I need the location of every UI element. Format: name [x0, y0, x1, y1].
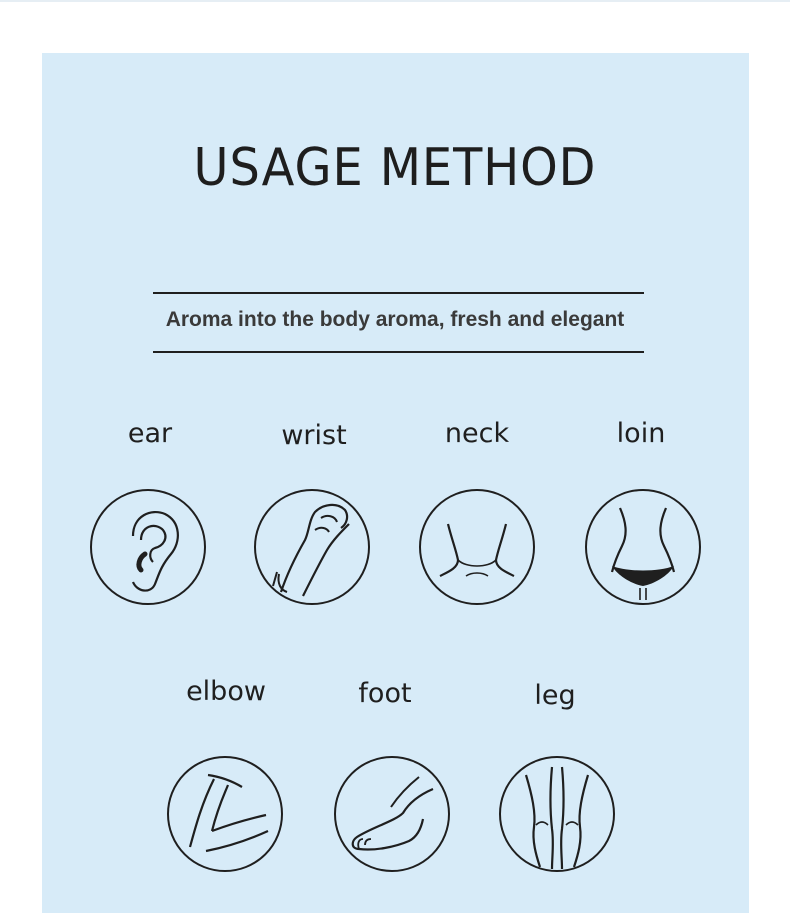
wrist-icon [253, 488, 371, 606]
elbow-icon [166, 755, 284, 873]
label-leg: leg [534, 680, 576, 711]
subtitle-bottom-rule [153, 351, 644, 353]
loin-icon [584, 488, 702, 606]
foot-icon [333, 755, 451, 873]
label-foot: foot [358, 678, 412, 709]
label-neck: neck [444, 418, 510, 449]
top-divider [0, 0, 790, 2]
neck-icon [418, 488, 536, 606]
label-elbow: elbow [186, 676, 266, 707]
subtitle-top-rule [153, 292, 644, 294]
label-wrist: wrist [281, 420, 347, 451]
ear-icon [89, 488, 207, 606]
page-title: USAGE METHOD [193, 138, 597, 198]
label-ear: ear [127, 418, 173, 449]
subtitle: Aroma into the body aroma, fresh and elegant [165, 308, 625, 331]
leg-icon [498, 755, 616, 873]
label-loin: loin [616, 418, 666, 449]
